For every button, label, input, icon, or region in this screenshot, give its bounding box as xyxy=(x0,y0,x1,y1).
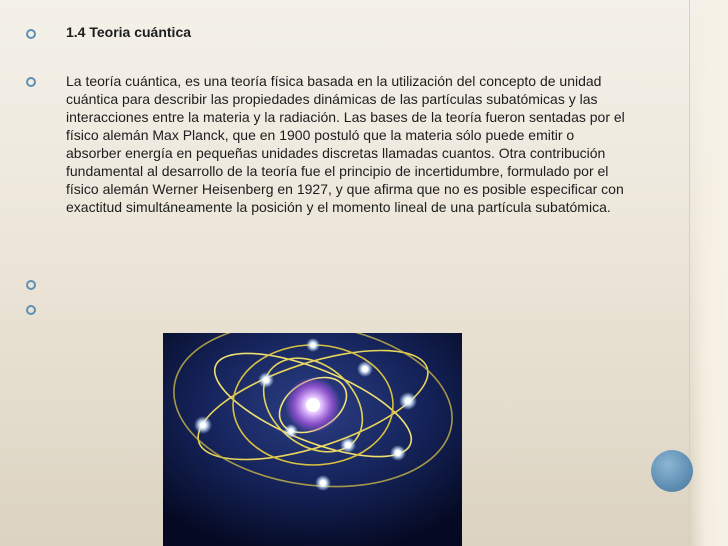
slide-body-text: La teoría cuántica, es una teoría física basada en la utilización del concepto de unidad cuántica para describir las propiedades dinámicas de las partículas subatómicas y las interacciones entre la materia y la radiación. Las bases de la teoría fueron sentadas por el físico alemán Max Planck, que en 1900 postuló que la materia sólo puede emitir o absorber energía en pequeñas unidades discretas llamadas cuantos. Otra contribución fundamental al desarrollo de la teoría fue el principio de incertidumbre, formulado por el físico alemán Werner Heisenberg en 1927, y que afirma que no es posible especificar con exactitud simultáneamente la posición y el momento lineal de una partícula subatómica. xyxy=(66,73,625,215)
bullet-empty-2-icon xyxy=(26,305,36,315)
atom-illustration xyxy=(163,333,462,546)
slide-right-border xyxy=(689,0,728,546)
bullet-body-icon xyxy=(26,77,36,87)
bullet-title-icon xyxy=(26,29,36,39)
atom-illustration-svg xyxy=(163,333,462,546)
slide-title: 1.4 Teoria cuántica xyxy=(66,24,192,40)
decorative-circle-icon xyxy=(651,450,693,492)
bullet-empty-1-icon xyxy=(26,280,36,290)
